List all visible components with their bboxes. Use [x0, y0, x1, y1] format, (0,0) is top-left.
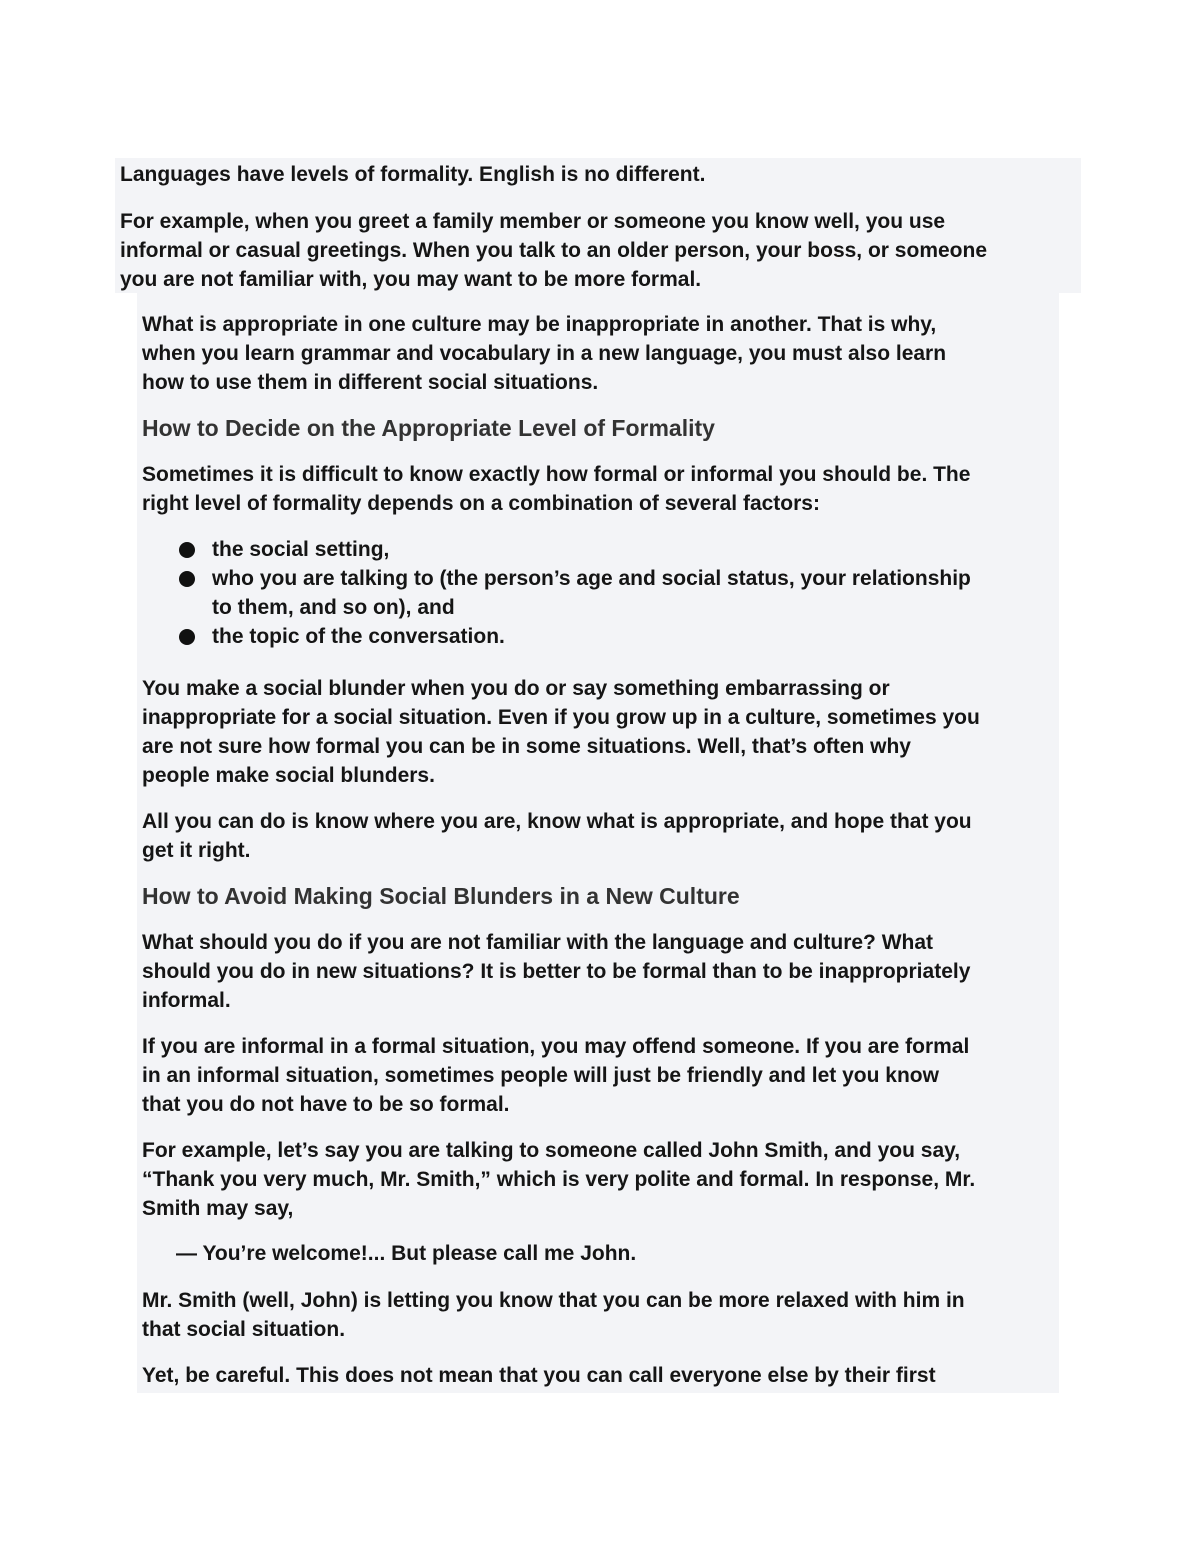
section-heading-formality: How to Decide on the Appropriate Level of Formality [142, 415, 715, 441]
factors-paragraph: Sometimes it is difficult to know exactly how formal or informal you should be. The right level of formality depends on a combination of several factors: [142, 463, 971, 515]
culture-paragraph: What is appropriate in one culture may be inappropriate in another. That is why, when you learn grammar and vocabulary in a new language, you must also learn how to use them in different social situations. [142, 313, 947, 394]
what-should-paragraph: What should you do if you are not familiar with the language and culture? What should you do in new situations? It is better to be formal than to be inappropriately informal. [142, 931, 971, 1012]
bullet-icon [179, 629, 195, 645]
example-paragraph: For example, let’s say you are talking to someone called John Smith, and you say, “Thank you very much, Mr. Smith,” which is very polite and formal. In response, Mr. Smith may say, [142, 1139, 976, 1220]
list-item: who you are talking to (the person’s age and social status, your relationship to them, and so on), and [142, 564, 971, 622]
factors-list [142, 535, 971, 651]
section-heading-blunders: How to Avoid Making Social Blunders in a New Culture [142, 883, 740, 909]
bullet-icon [179, 542, 195, 558]
informal-paragraph: If you are informal in a formal situation, you may offend someone. If you are formal in an informal situation, sometimes people will just be friendly and let you know that you do not have to be so formal. [142, 1035, 970, 1116]
all-you-can-paragraph: All you can do is know where you are, know what is appropriate, and hope that you get it right. [142, 810, 972, 862]
blunder-paragraph: You make a social blunder when you do or say something embarrassing or inappropriate for a social situation. Even if you grow up in a culture, sometimes you are not sure how formal you can be in some situations. Well, that’s often why people make social blunders. [142, 677, 980, 787]
relaxed-paragraph: Mr. Smith (well, John) is letting you know that you can be more relaxed with him in that social situation. [142, 1289, 965, 1341]
list-item: the social setting, [142, 535, 971, 564]
intro-paragraph-1: Languages have levels of formality. English is no different. [120, 163, 706, 186]
intro-paragraph-2: For example, when you greet a family member or someone you know well, you use informal or casual greetings. When you talk to an older person, your boss, or someone you are not familiar with, you may want to be more formal. [120, 210, 987, 291]
quote-line: — You’re welcome!... But please call me John. [176, 1242, 637, 1265]
careful-paragraph: Yet, be careful. This does not mean that you can call everyone else by their first [142, 1364, 936, 1387]
bullet-icon [179, 571, 195, 587]
list-item: the topic of the conversation. [142, 622, 971, 651]
